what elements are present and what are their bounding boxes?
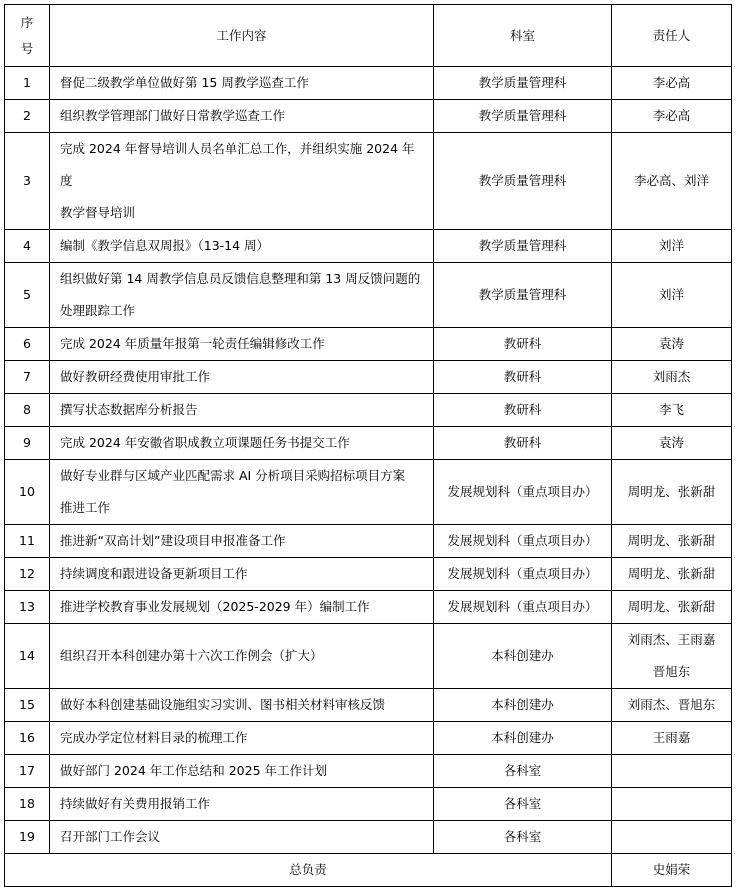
table-row bbox=[5, 230, 732, 263]
footer-label: 总负责 bbox=[5, 854, 612, 887]
task-cell bbox=[50, 624, 434, 689]
person-text: 袁涛 bbox=[658, 336, 684, 351]
row-number: 6 bbox=[5, 328, 50, 361]
task-text: 做好部门 2024 年工作总结和 2025 年工作计划 bbox=[60, 763, 328, 778]
person-cell bbox=[612, 361, 732, 394]
row-number: 8 bbox=[5, 394, 50, 427]
row-number: 5 bbox=[5, 263, 50, 328]
row-number: 7 bbox=[5, 361, 50, 394]
task-cell bbox=[50, 361, 434, 394]
person-text: 袁涛 bbox=[658, 435, 684, 450]
person-cell bbox=[612, 689, 732, 722]
table-row bbox=[5, 67, 732, 100]
table-header-row bbox=[5, 5, 732, 67]
row-number: 15 bbox=[5, 689, 50, 722]
person-text: 周明龙、张新甜 bbox=[627, 533, 716, 548]
task-cell bbox=[50, 689, 434, 722]
dept-cell: 发展规划科（重点项目办） bbox=[434, 591, 612, 624]
dept-cell: 本科创建办 bbox=[434, 624, 612, 689]
task-text: 组织做好第 14 周教学信息员反馈信息整理和第 13 周反馈问题的 bbox=[60, 271, 421, 286]
task-cell bbox=[50, 100, 434, 133]
person-cell bbox=[612, 722, 732, 755]
person-text: 王雨嘉 bbox=[652, 730, 691, 745]
person-cell bbox=[612, 460, 732, 525]
person-text: 刘雨杰、晋旭东 bbox=[627, 697, 716, 712]
table-row bbox=[5, 394, 732, 427]
task-cell bbox=[50, 427, 434, 460]
table-row bbox=[5, 788, 732, 821]
person-text: 刘雨杰 bbox=[652, 369, 691, 384]
row-number: 18 bbox=[5, 788, 50, 821]
task-text: 推进学校教育事业发展规划（2025-2029 年）编制工作 bbox=[60, 599, 370, 614]
person-text: 李必高 bbox=[652, 108, 691, 123]
row-number: 19 bbox=[5, 821, 50, 854]
dept-cell: 教学质量管理科 bbox=[434, 133, 612, 230]
header-person: 责任人 bbox=[612, 5, 732, 67]
person-text: 李必高、刘洋 bbox=[633, 173, 709, 188]
person-text: 刘洋 bbox=[658, 287, 684, 302]
row-number: 11 bbox=[5, 525, 50, 558]
table-row bbox=[5, 525, 732, 558]
footer-person: 史娟荣 bbox=[612, 854, 732, 887]
person-cell bbox=[612, 558, 732, 591]
person-cell bbox=[612, 263, 732, 328]
table-row bbox=[5, 722, 732, 755]
person-text: 周明龙、张新甜 bbox=[627, 599, 716, 614]
table-row bbox=[5, 755, 732, 788]
table-row bbox=[5, 821, 732, 854]
row-number: 3 bbox=[5, 133, 50, 230]
row-number: 16 bbox=[5, 722, 50, 755]
task-text: 完成 2024 年质量年报第一轮责任编辑修改工作 bbox=[60, 336, 325, 351]
dept-cell: 教学质量管理科 bbox=[434, 230, 612, 263]
person-cell bbox=[612, 821, 732, 854]
person-cell bbox=[612, 394, 732, 427]
table-row bbox=[5, 133, 732, 230]
table-row bbox=[5, 689, 732, 722]
task-cell bbox=[50, 558, 434, 591]
dept-cell: 教研科 bbox=[434, 328, 612, 361]
task-cell bbox=[50, 591, 434, 624]
task-cell bbox=[50, 133, 434, 230]
person-cell bbox=[612, 788, 732, 821]
dept-cell: 发展规划科（重点项目办） bbox=[434, 460, 612, 525]
task-text: 推进工作 bbox=[60, 500, 111, 515]
person-cell bbox=[612, 230, 732, 263]
task-cell bbox=[50, 263, 434, 328]
task-cell bbox=[50, 525, 434, 558]
person-text: 周明龙、张新甜 bbox=[627, 566, 716, 581]
task-text: 做好教研经费使用审批工作 bbox=[60, 369, 211, 384]
dept-cell: 教学质量管理科 bbox=[434, 263, 612, 328]
person-cell bbox=[612, 755, 732, 788]
person-text: 李飞 bbox=[658, 402, 684, 417]
person-cell bbox=[612, 624, 732, 689]
task-text: 组织教学管理部门做好日常教学巡查工作 bbox=[60, 108, 286, 123]
dept-cell: 发展规划科（重点项目办） bbox=[434, 558, 612, 591]
dept-cell: 教学质量管理科 bbox=[434, 100, 612, 133]
task-text: 组织召开本科创建办第十六次工作例会（扩大） bbox=[60, 648, 323, 663]
dept-cell: 各科室 bbox=[434, 821, 612, 854]
work-plan-table bbox=[4, 4, 732, 887]
person-cell bbox=[612, 100, 732, 133]
task-cell bbox=[50, 755, 434, 788]
task-text: 撰写状态数据库分析报告 bbox=[60, 402, 198, 417]
table-row bbox=[5, 361, 732, 394]
dept-cell: 各科室 bbox=[434, 755, 612, 788]
task-cell bbox=[50, 328, 434, 361]
row-number: 14 bbox=[5, 624, 50, 689]
dept-cell: 发展规划科（重点项目办） bbox=[434, 525, 612, 558]
task-cell bbox=[50, 788, 434, 821]
person-text: 刘洋 bbox=[658, 238, 684, 253]
dept-cell: 教学质量管理科 bbox=[434, 67, 612, 100]
row-number: 13 bbox=[5, 591, 50, 624]
row-number: 10 bbox=[5, 460, 50, 525]
table-row bbox=[5, 591, 732, 624]
task-text: 持续调度和跟进设备更新项目工作 bbox=[60, 566, 248, 581]
person-text bbox=[612, 755, 731, 787]
dept-cell: 本科创建办 bbox=[434, 689, 612, 722]
person-text: 周明龙、张新甜 bbox=[627, 484, 716, 499]
person-cell bbox=[612, 67, 732, 100]
header-dept: 科室 bbox=[434, 5, 612, 67]
dept-cell: 教研科 bbox=[434, 394, 612, 427]
table-row bbox=[5, 427, 732, 460]
table-row bbox=[5, 624, 732, 689]
task-text: 持续做好有关费用报销工作 bbox=[60, 796, 211, 811]
dept-cell: 各科室 bbox=[434, 788, 612, 821]
header-number-line1: 序 bbox=[20, 14, 34, 30]
person-cell bbox=[612, 525, 732, 558]
task-text: 督促二级教学单位做好第 15 周教学巡查工作 bbox=[60, 75, 309, 90]
table-row bbox=[5, 558, 732, 591]
row-number: 1 bbox=[5, 67, 50, 100]
row-number: 12 bbox=[5, 558, 50, 591]
task-text: 做好专业群与区域产业匹配需求 AI 分析项目采购招标项目方案 bbox=[60, 468, 406, 483]
dept-cell: 教研科 bbox=[434, 427, 612, 460]
person-cell bbox=[612, 328, 732, 361]
table-row bbox=[5, 328, 732, 361]
task-cell bbox=[50, 460, 434, 525]
person-text: 李必高 bbox=[652, 75, 691, 90]
task-cell bbox=[50, 821, 434, 854]
table-row bbox=[5, 460, 732, 525]
task-text: 完成办学定位材料目录的梳理工作 bbox=[60, 730, 248, 745]
task-cell bbox=[50, 230, 434, 263]
task-text: 推进新“双高计划”建设项目申报准备工作 bbox=[60, 533, 286, 548]
row-number: 9 bbox=[5, 427, 50, 460]
person-cell bbox=[612, 427, 732, 460]
table-row bbox=[5, 100, 732, 133]
person-text: 刘雨杰、王雨嘉 bbox=[627, 632, 716, 647]
task-text: 做好本科创建基础设施组实习实训、图书相关材料审核反馈 bbox=[60, 697, 386, 712]
task-text: 召开部门工作会议 bbox=[60, 829, 161, 844]
task-cell bbox=[50, 394, 434, 427]
table-row bbox=[5, 263, 732, 328]
person-text bbox=[612, 788, 731, 820]
header-task: 工作内容 bbox=[50, 5, 434, 67]
person-cell bbox=[612, 133, 732, 230]
row-number: 4 bbox=[5, 230, 50, 263]
dept-cell: 本科创建办 bbox=[434, 722, 612, 755]
person-cell bbox=[612, 591, 732, 624]
person-text bbox=[612, 821, 731, 853]
dept-cell: 教研科 bbox=[434, 361, 612, 394]
person-text: 晋旭东 bbox=[652, 664, 691, 679]
task-text: 完成 2024 年督导培训人员名单汇总工作，并组织实施 2024 年度 bbox=[60, 141, 415, 188]
task-text: 教学督导培训 bbox=[60, 205, 136, 220]
footer-row bbox=[5, 854, 732, 887]
row-number: 17 bbox=[5, 755, 50, 788]
task-cell bbox=[50, 67, 434, 100]
header-number-line2: 号 bbox=[20, 40, 34, 56]
row-number: 2 bbox=[5, 100, 50, 133]
header-number bbox=[5, 5, 50, 67]
task-cell bbox=[50, 722, 434, 755]
task-text: 完成 2024 年安徽省职成教立项课题任务书提交工作 bbox=[60, 435, 350, 450]
task-text: 处理跟踪工作 bbox=[60, 303, 136, 318]
task-text: 编制《教学信息双周报》（13-14 周） bbox=[60, 238, 270, 253]
